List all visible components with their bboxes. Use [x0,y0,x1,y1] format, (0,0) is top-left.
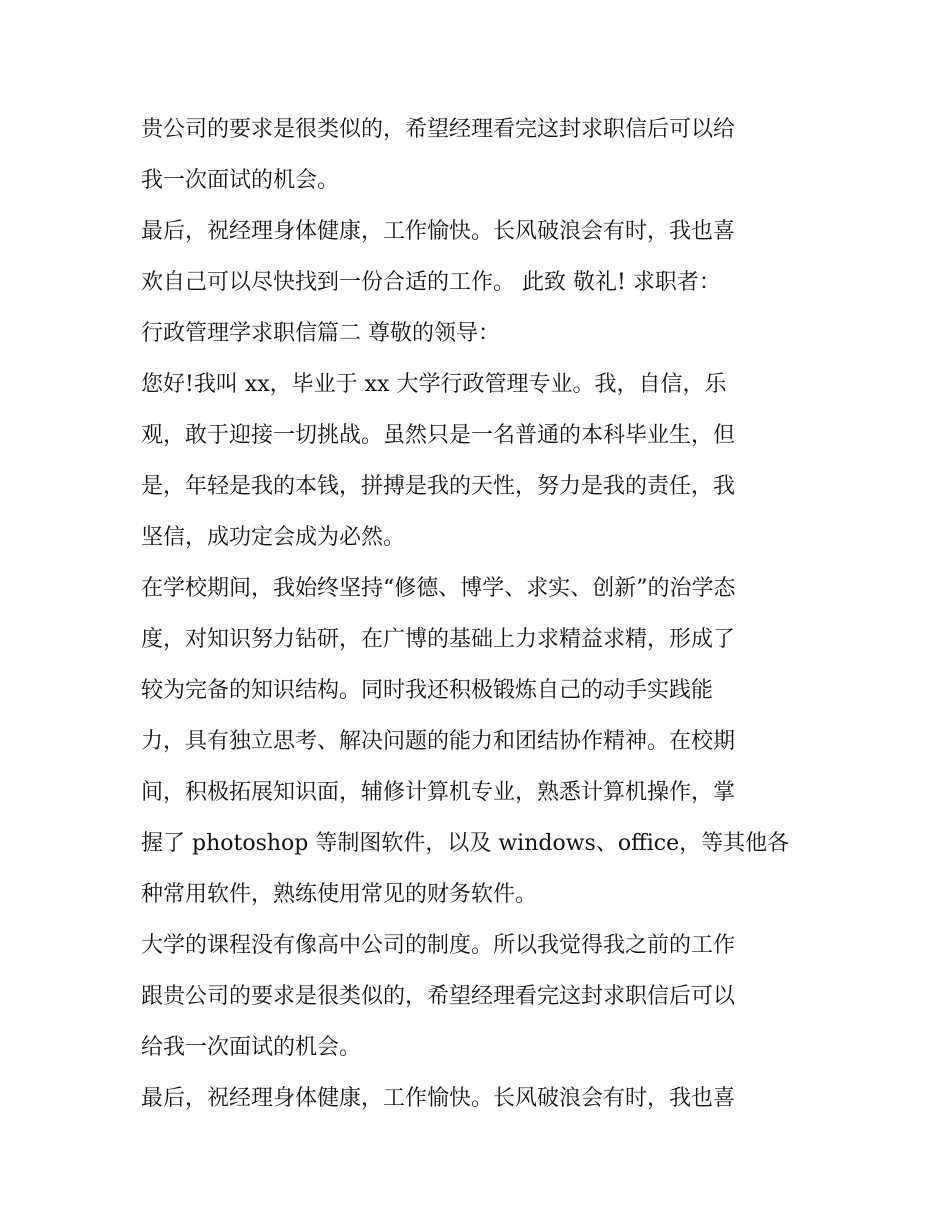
text-line: 度，对知识努力钻研，在广博的基础上力求精益求精，形成了 [141,627,736,652]
text-line: 较为完备的知识结构。同时我还积极锻炼自己的动手实践能 [141,678,714,703]
document-body [141,104,821,1124]
text-line: 行政管理学求职信篇二 尊敬的领导： [141,321,500,346]
text-line: 坚信，成功定会成为必然。 [141,525,406,550]
text-line: 力，具有独立思考、解决问题的能力和团结协作精神。在校期 [141,729,736,754]
text-line: 在学校期间，我始终坚持“修德、博学、求实、创新”的治学态 [141,576,736,601]
text-line: 观，敢于迎接一切挑战。虽然只是一名普通的本科毕业生，但 [141,423,736,448]
text-line: 跟贵公司的要求是很类似的，希望经理看完这封求职信后可以 [141,984,736,1009]
text-line: 欢自己可以尽快找到一份合适的工作。 此致 敬礼! 求职者： [141,270,721,295]
text-line: 最后，祝经理身体健康，工作愉快。长风破浪会有时，我也喜 [141,1086,736,1111]
text-line: 大学的课程没有像高中公司的制度。所以我觉得我之前的工作 [141,933,736,958]
text-line: 握了 photoshop 等制图软件，以及 windows、office，等其他各 [141,831,790,856]
text-line: 间，积极拓展知识面，辅修计算机专业，熟悉计算机操作，掌 [141,780,736,805]
text-line: 种常用软件，熟练使用常见的财务软件。 [141,882,538,907]
text-line: 我一次面试的机会。 [141,168,340,193]
text-line: 贵公司的要求是很类似的，希望经理看完这封求职信后可以给 [141,117,736,142]
text-line: 最后，祝经理身体健康，工作愉快。长风破浪会有时，我也喜 [141,219,736,244]
text-line: 给我一次面试的机会。 [141,1035,362,1060]
text-line: 您好!我叫 xx，毕业于 xx 大学行政管理专业。我，自信，乐 [141,372,727,397]
text-line: 是，年轻是我的本钱，拼搏是我的天性，努力是我的责任，我 [141,474,736,499]
